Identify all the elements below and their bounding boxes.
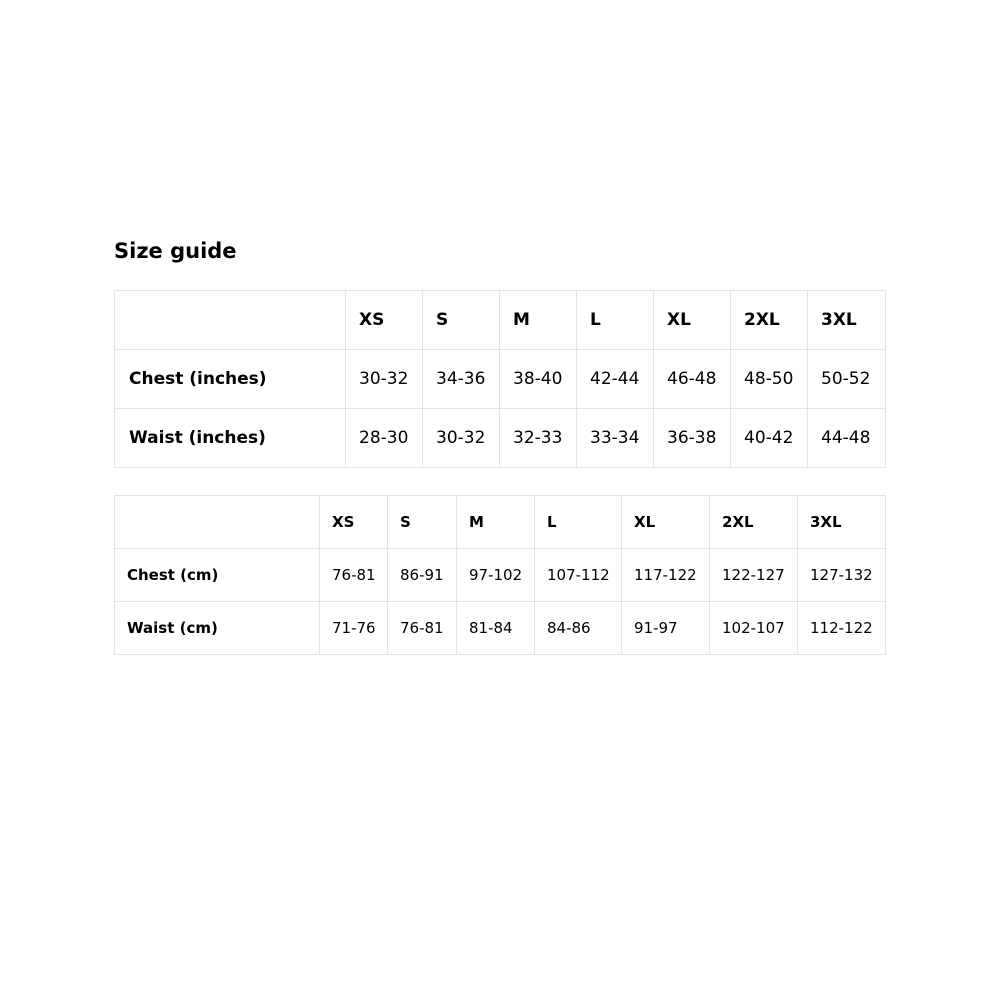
- table-cell: 30-32: [346, 350, 423, 409]
- table-cell: 32-33: [500, 409, 577, 468]
- table-row: [115, 350, 886, 409]
- table-cell: 107-112: [535, 549, 622, 602]
- size-header: M: [500, 291, 577, 350]
- table-cell: 40-42: [731, 409, 808, 468]
- table-cell: 76-81: [320, 549, 388, 602]
- table-cell: 112-122: [798, 602, 886, 655]
- table-cell: 122-127: [710, 549, 798, 602]
- table-cell: 36-38: [654, 409, 731, 468]
- table-cell: 30-32: [423, 409, 500, 468]
- size-header: 2XL: [731, 291, 808, 350]
- table-cell: 84-86: [535, 602, 622, 655]
- size-header: L: [535, 496, 622, 549]
- table-row: [115, 549, 886, 602]
- table-cell: 86-91: [388, 549, 457, 602]
- table-cell: 76-81: [388, 602, 457, 655]
- table-cell: 50-52: [808, 350, 886, 409]
- size-table-inches: [114, 290, 886, 468]
- table-cell: 33-34: [577, 409, 654, 468]
- table-cell: 91-97: [622, 602, 710, 655]
- size-header: XL: [654, 291, 731, 350]
- table-cell: 97-102: [457, 549, 535, 602]
- size-header: 2XL: [710, 496, 798, 549]
- table-row: [115, 602, 886, 655]
- table-cell: 42-44: [577, 350, 654, 409]
- table-cell: 117-122: [622, 549, 710, 602]
- size-table-cm: [114, 495, 886, 655]
- table-cell: 44-48: [808, 409, 886, 468]
- size-header: XL: [622, 496, 710, 549]
- table-header-row: [115, 291, 886, 350]
- size-header: XS: [346, 291, 423, 350]
- table-cell: 34-36: [423, 350, 500, 409]
- table-cell: 38-40: [500, 350, 577, 409]
- table-header-row: [115, 496, 886, 549]
- table-cell: 71-76: [320, 602, 388, 655]
- row-label: Waist (cm): [115, 602, 320, 655]
- table-cell: 46-48: [654, 350, 731, 409]
- corner-cell: [115, 291, 346, 350]
- row-label: Waist (inches): [115, 409, 346, 468]
- row-label: Chest (inches): [115, 350, 346, 409]
- table-cell: 127-132: [798, 549, 886, 602]
- page-title: Size guide: [114, 239, 237, 263]
- table-cell: 28-30: [346, 409, 423, 468]
- table-cell: 81-84: [457, 602, 535, 655]
- size-header: S: [388, 496, 457, 549]
- table-cell: 48-50: [731, 350, 808, 409]
- size-header: 3XL: [808, 291, 886, 350]
- size-header: 3XL: [798, 496, 886, 549]
- size-header: M: [457, 496, 535, 549]
- table-cell: 102-107: [710, 602, 798, 655]
- row-label: Chest (cm): [115, 549, 320, 602]
- size-header: XS: [320, 496, 388, 549]
- size-header: S: [423, 291, 500, 350]
- size-header: L: [577, 291, 654, 350]
- corner-cell: [115, 496, 320, 549]
- table-row: [115, 409, 886, 468]
